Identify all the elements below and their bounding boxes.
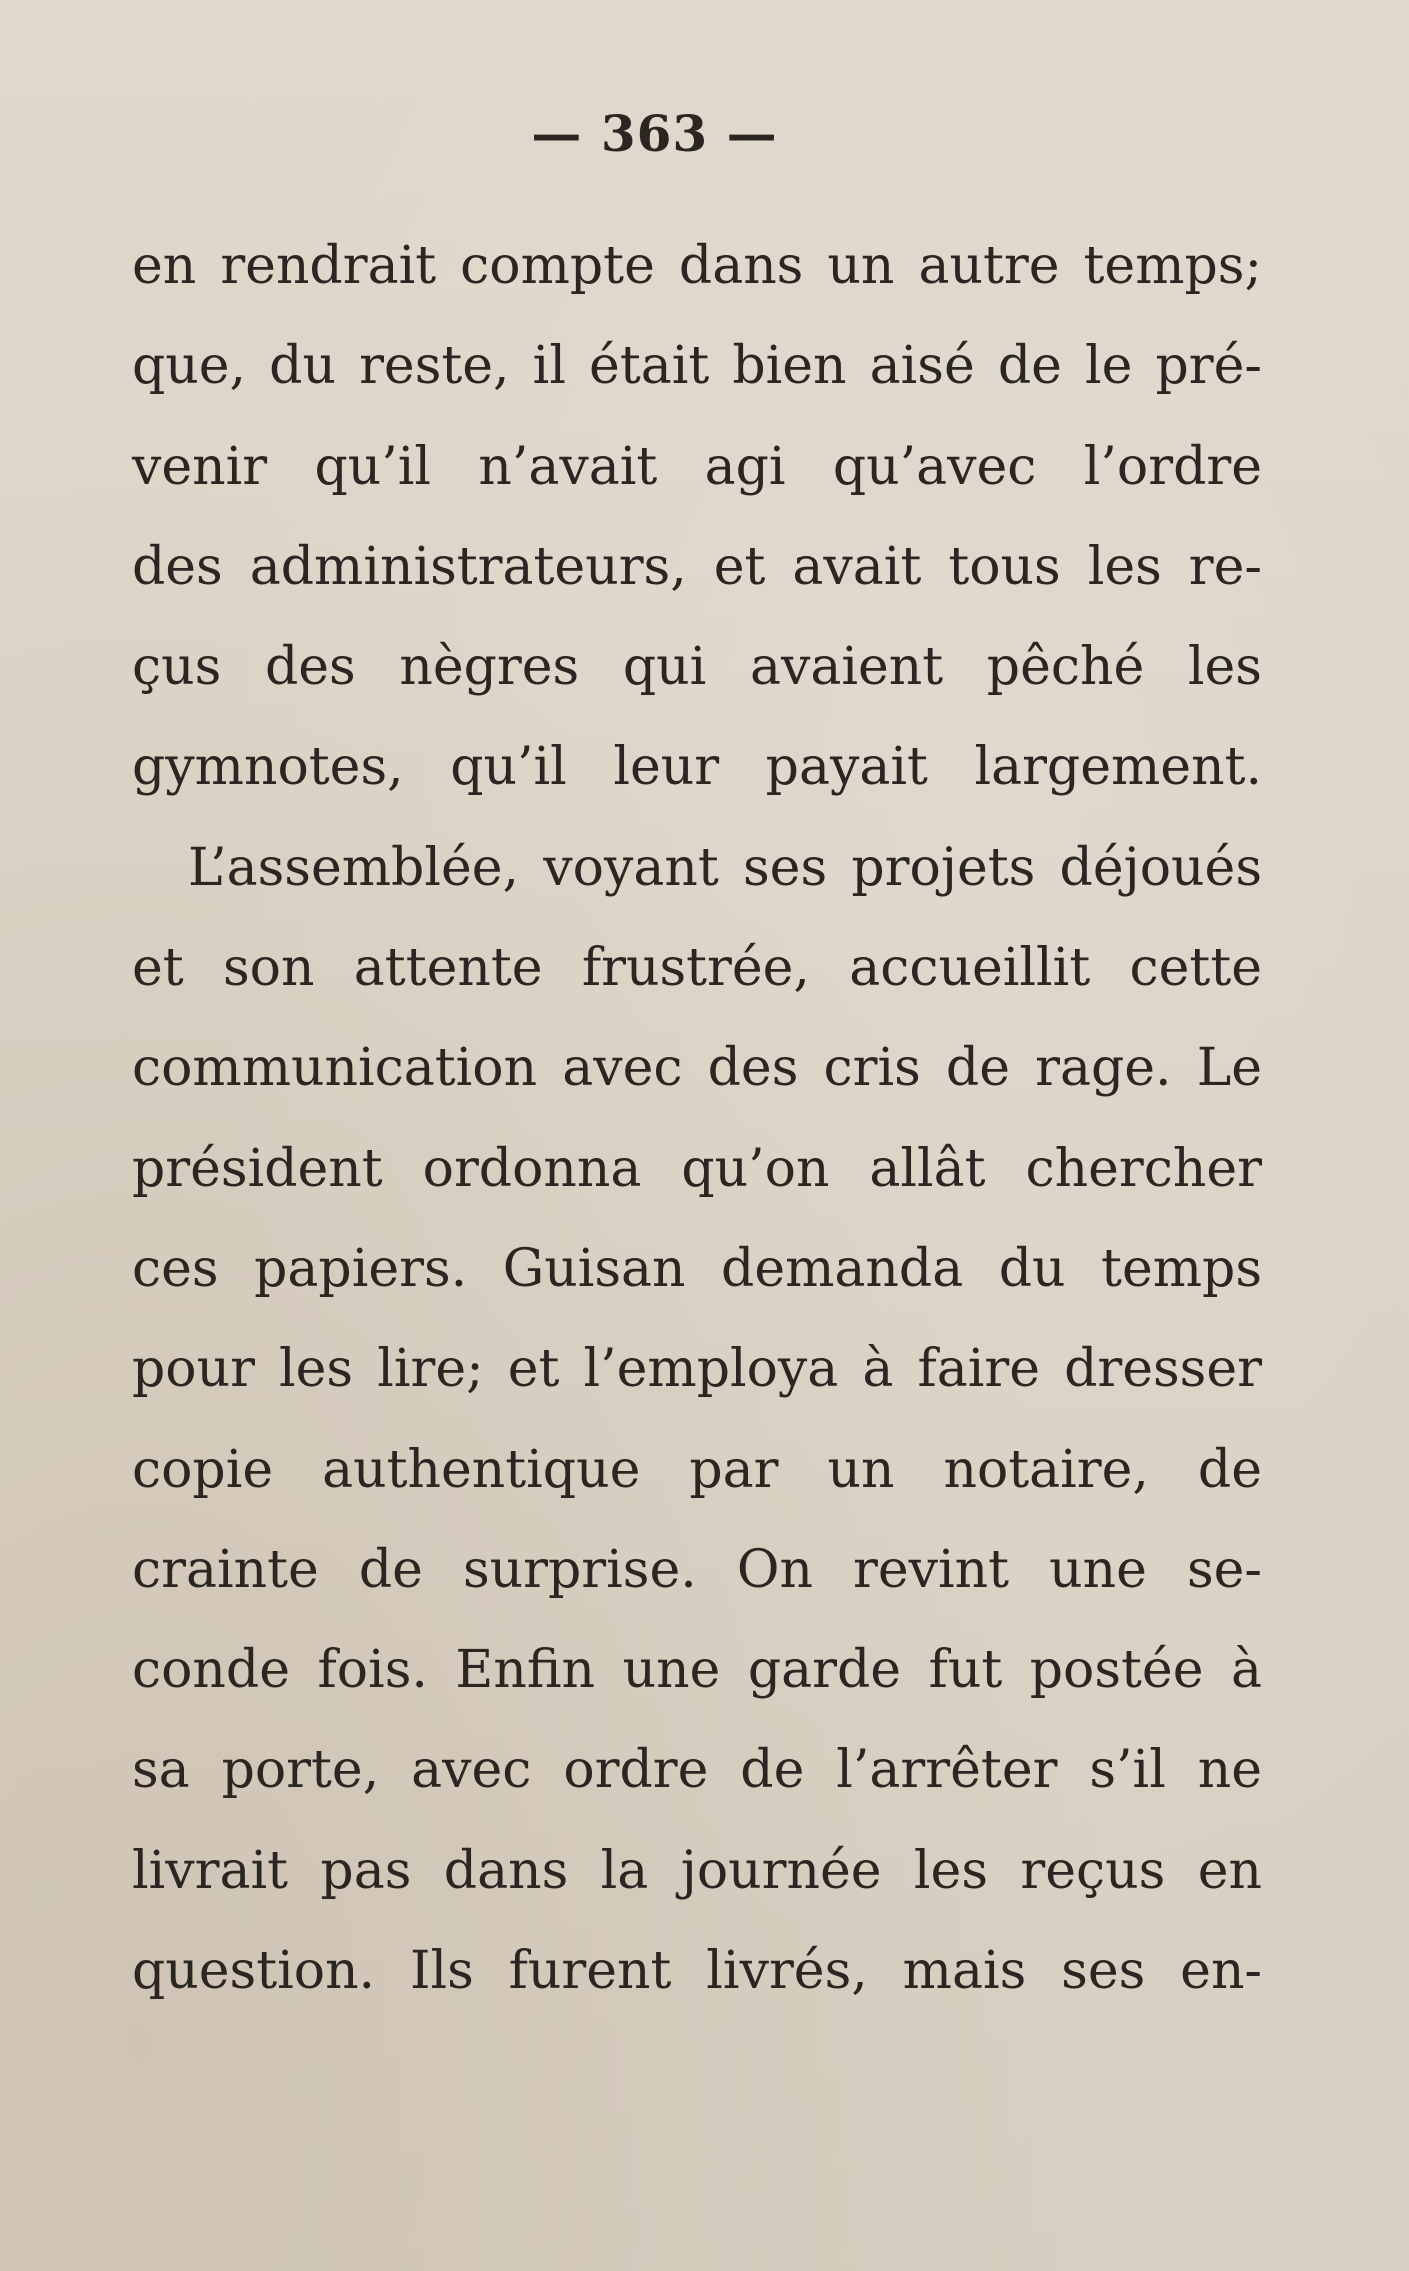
body-text	[132, 216, 1262, 2021]
text-line: que, du reste, il était bien aisé de le pré-	[132, 336, 1262, 397]
text-line: çus des nègres qui avaient pêché les	[132, 637, 1262, 698]
text-line: sa porte, avec ordre de l’arrêter s’il ne	[132, 1740, 1262, 1801]
text-line: venir qu’il n’avait agi qu’avec l’ordre	[132, 436, 1262, 497]
text-line: pour les lire; et l’employa à faire dresser	[132, 1339, 1262, 1400]
text-line: question. Ils furent livrés, mais ses en-	[132, 1941, 1262, 2002]
text-line: et son attente frustrée, accueillit cette	[132, 938, 1262, 999]
text-line: copie authentique par un notaire, de	[132, 1439, 1262, 1500]
text-line: en rendrait compte dans un autre temps;	[132, 236, 1262, 296]
text-line: des administrateurs, et avait tous les re-	[132, 536, 1262, 597]
text-line: livrait pas dans la journée les reçus en	[132, 1840, 1262, 1901]
text-line: président ordonna qu’on allât chercher	[132, 1138, 1262, 1199]
text-line: communication avec des cris de rage. Le	[132, 1038, 1262, 1099]
text-line: crainte de surprise. On revint une se-	[132, 1539, 1262, 1600]
paragraph-start-line: L’assemblée, voyant ses projets déjoués	[188, 837, 1262, 898]
text-line: conde fois. Enfin une garde fut postée à	[132, 1640, 1262, 1701]
page-number: — 363 —	[531, 104, 778, 163]
text-line: ces papiers. Guisan demanda du temps	[132, 1238, 1262, 1299]
text-line: gymnotes, qu’il leur payait largement.	[132, 737, 1262, 798]
